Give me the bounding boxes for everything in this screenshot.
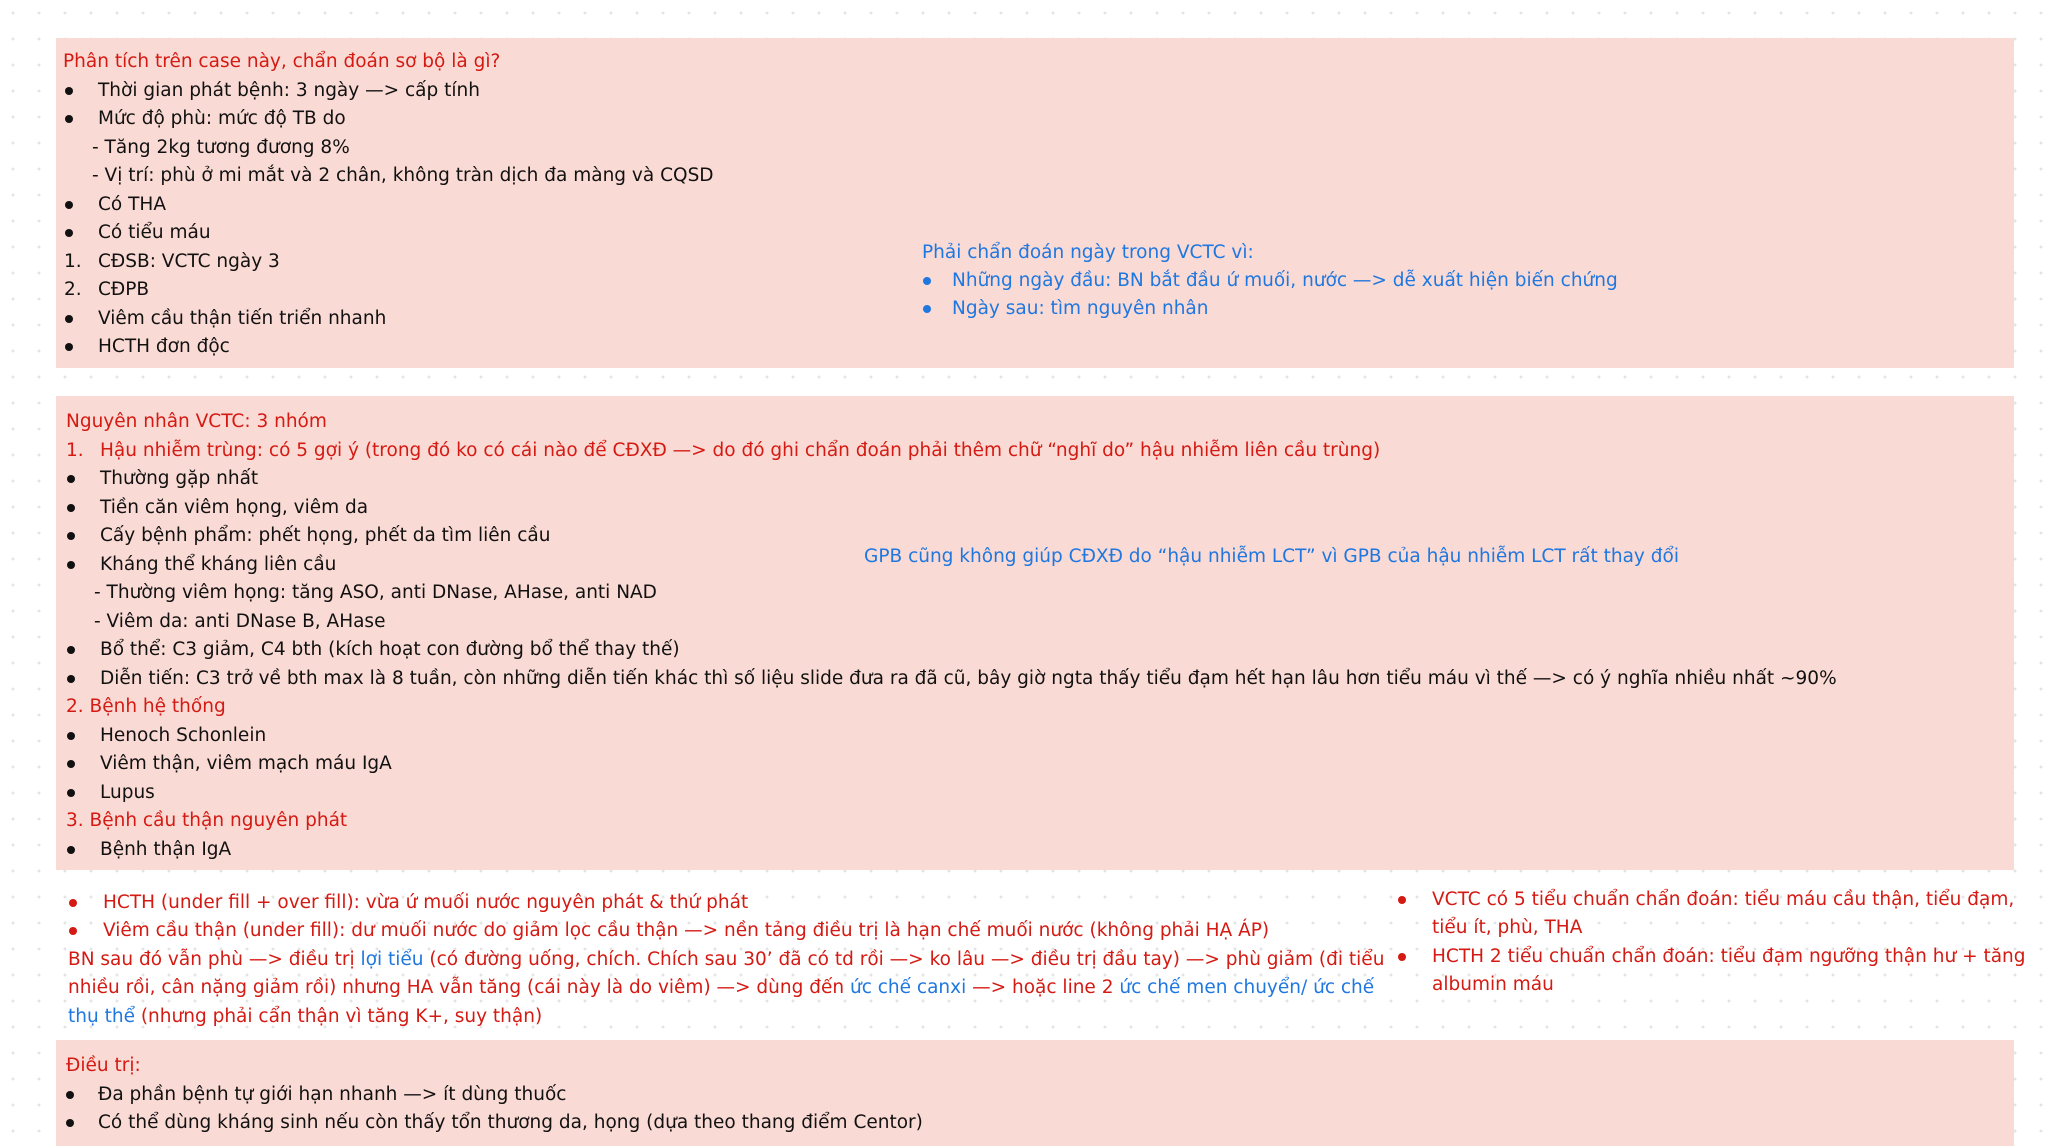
bullet-icon bbox=[69, 927, 77, 935]
list-item: Hậu nhiễm trùng: có 5 gợi ý (trong đó ko có cái nào để CĐXĐ —> do đó ghi chẩn đoán phải thêm chữ “nghĩ do” hậu nhiễm liên cầu trùng) bbox=[100, 440, 1381, 461]
bullet-icon bbox=[65, 343, 73, 351]
bullet-icon bbox=[65, 229, 73, 237]
bullet-icon bbox=[67, 504, 75, 512]
side-note-item: Những ngày đầu: BN bắt đầu ứ muối, nước —> dễ xuất hiện biến chứng bbox=[952, 270, 1618, 291]
list-item: Viêm cầu thận tiến triển nhanh bbox=[98, 308, 387, 329]
bullet-icon bbox=[67, 675, 75, 683]
list-item: Diễn tiến: C3 trở về bth max là 8 tuần, còn những diễn tiến khác thì số liệu slide đưa ra đã cũ, bây giờ ngta thấy tiểu đạm hết hạn lâu hơn tiểu máu vì thế —> có ý nghĩa nhiều nhất ~90% bbox=[100, 668, 1837, 689]
list-item: Có thể dùng kháng sinh nếu còn thấy tổn thương da, họng (dựa theo thang điểm Centor) bbox=[98, 1112, 923, 1133]
section-title: Phân tích trên case này, chẩn đoán sơ bộ là gì? bbox=[63, 51, 501, 72]
bullet-icon bbox=[923, 305, 931, 313]
bullet-icon bbox=[67, 561, 75, 569]
list-item: Thường gặp nhất bbox=[100, 468, 259, 489]
list-item: Cấy bệnh phẩm: phết họng, phết da tìm liên cầu bbox=[100, 525, 551, 546]
list-item: Lupus bbox=[100, 782, 155, 803]
list-item: Bệnh thận IgA bbox=[100, 839, 232, 860]
bullet-icon bbox=[66, 1091, 74, 1099]
list-item: - Tăng 2kg tương đương 8% bbox=[92, 137, 350, 158]
bullet-icon bbox=[65, 315, 73, 323]
side-note-title: Phải chẩn đoán ngày trong VCTC vì: bbox=[922, 242, 1254, 263]
list-item: - Viêm da: anti DNase B, AHase bbox=[94, 611, 386, 632]
list-item: Viêm thận, viêm mạch máu IgA bbox=[100, 753, 392, 774]
list-item: Đa phần bệnh tự giới hạn nhanh —> ít dùng thuốc bbox=[98, 1084, 567, 1105]
section-title: Nguyên nhân VCTC: 3 nhóm bbox=[66, 411, 327, 432]
paragraph-line: nhiều rồi, cân nặng giảm rồi) nhưng HA vẫn tăng (cái này là do viêm) —> dùng đến ức chế canxi —> hoặc line 2 ức chế men chuyển/ ức chế bbox=[68, 977, 1375, 998]
list-item: Thời gian phát bệnh: 3 ngày —> cấp tính bbox=[98, 80, 480, 101]
bullet-icon bbox=[1398, 953, 1406, 961]
bullet-icon bbox=[67, 532, 75, 540]
criteria-item: VCTC có 5 tiểu chuẩn chẩn đoán: tiểu máu cầu thận, tiểu đạm, bbox=[1432, 889, 2015, 910]
list-item: Kháng thể kháng liên cầu bbox=[100, 554, 337, 575]
list-item: CĐSB: VCTC ngày 3 bbox=[98, 251, 280, 272]
paragraph-line: thụ thể (nhưng phải cẩn thận vì tăng K+, suy thận) bbox=[68, 1006, 543, 1027]
group-heading: 2. Bệnh hệ thống bbox=[66, 696, 226, 717]
list-item: - Vị trí: phù ở mi mắt và 2 chân, không tràn dịch đa màng và CQSD bbox=[92, 165, 714, 186]
list-item: Viêm cầu thận (under fill): dư muối nước do giảm lọc cầu thận —> nền tảng điều trị là hạn chế muối nước (không phải HẠ ÁP) bbox=[103, 920, 1270, 941]
bullet-icon bbox=[67, 475, 75, 483]
criteria-item: albumin máu bbox=[1432, 974, 1554, 995]
bullet-icon bbox=[923, 277, 931, 285]
list-item: Mức độ phù: mức độ TB do bbox=[98, 108, 346, 129]
bullet-icon bbox=[65, 115, 73, 123]
bullet-icon bbox=[66, 1119, 74, 1127]
list-item: Có tiểu máu bbox=[98, 222, 211, 243]
list-item: - Thường viêm họng: tăng ASO, anti DNase, AHase, anti NAD bbox=[94, 582, 657, 603]
bullet-icon bbox=[65, 87, 73, 95]
list-item: Bổ thể: C3 giảm, C4 bth (kích hoạt con đường bổ thể thay thế) bbox=[100, 639, 680, 660]
bullet-icon bbox=[1398, 896, 1406, 904]
group-heading: 3. Bệnh cầu thận nguyên phát bbox=[66, 810, 348, 831]
list-item: HCTH (under fill + over fill): vừa ứ muối nước nguyên phát & thứ phát bbox=[103, 892, 749, 913]
side-note-item: Ngày sau: tìm nguyên nhân bbox=[952, 298, 1209, 319]
list-number: 1. bbox=[66, 440, 84, 461]
list-item: Có THA bbox=[98, 194, 166, 215]
criteria-item: HCTH 2 tiểu chuẩn chẩn đoán: tiểu đạm ngưỡng thận hư + tăng bbox=[1432, 946, 2026, 967]
bullet-icon bbox=[67, 846, 75, 854]
list-item: HCTH đơn độc bbox=[98, 336, 230, 357]
bullet-icon bbox=[67, 760, 75, 768]
bullet-icon bbox=[65, 201, 73, 209]
list-number: 2. bbox=[64, 279, 82, 300]
section-title: Điều trị: bbox=[66, 1055, 141, 1076]
bullet-icon bbox=[69, 899, 77, 907]
criteria-item: tiểu ít, phù, THA bbox=[1432, 917, 1583, 938]
list-number: 1. bbox=[64, 251, 82, 272]
bullet-icon bbox=[67, 646, 75, 654]
list-item: Tiền căn viêm họng, viêm da bbox=[100, 497, 369, 518]
list-item: Henoch Schonlein bbox=[100, 725, 267, 746]
list-item: CĐPB bbox=[98, 279, 150, 300]
side-note: GPB cũng không giúp CĐXĐ do “hậu nhiễm LCT” vì GPB của hậu nhiễm LCT rất thay đổi bbox=[864, 546, 1679, 567]
bullet-icon bbox=[67, 732, 75, 740]
bullet-icon bbox=[67, 789, 75, 797]
paragraph-line: BN sau đó vẫn phù —> điều trị lợi tiểu (có đường uống, chích. Chích sau 30’ đã có td rồi —> ko lâu —> điều trị đầu tay) —> phù giảm (đi tiểu bbox=[68, 949, 1385, 970]
